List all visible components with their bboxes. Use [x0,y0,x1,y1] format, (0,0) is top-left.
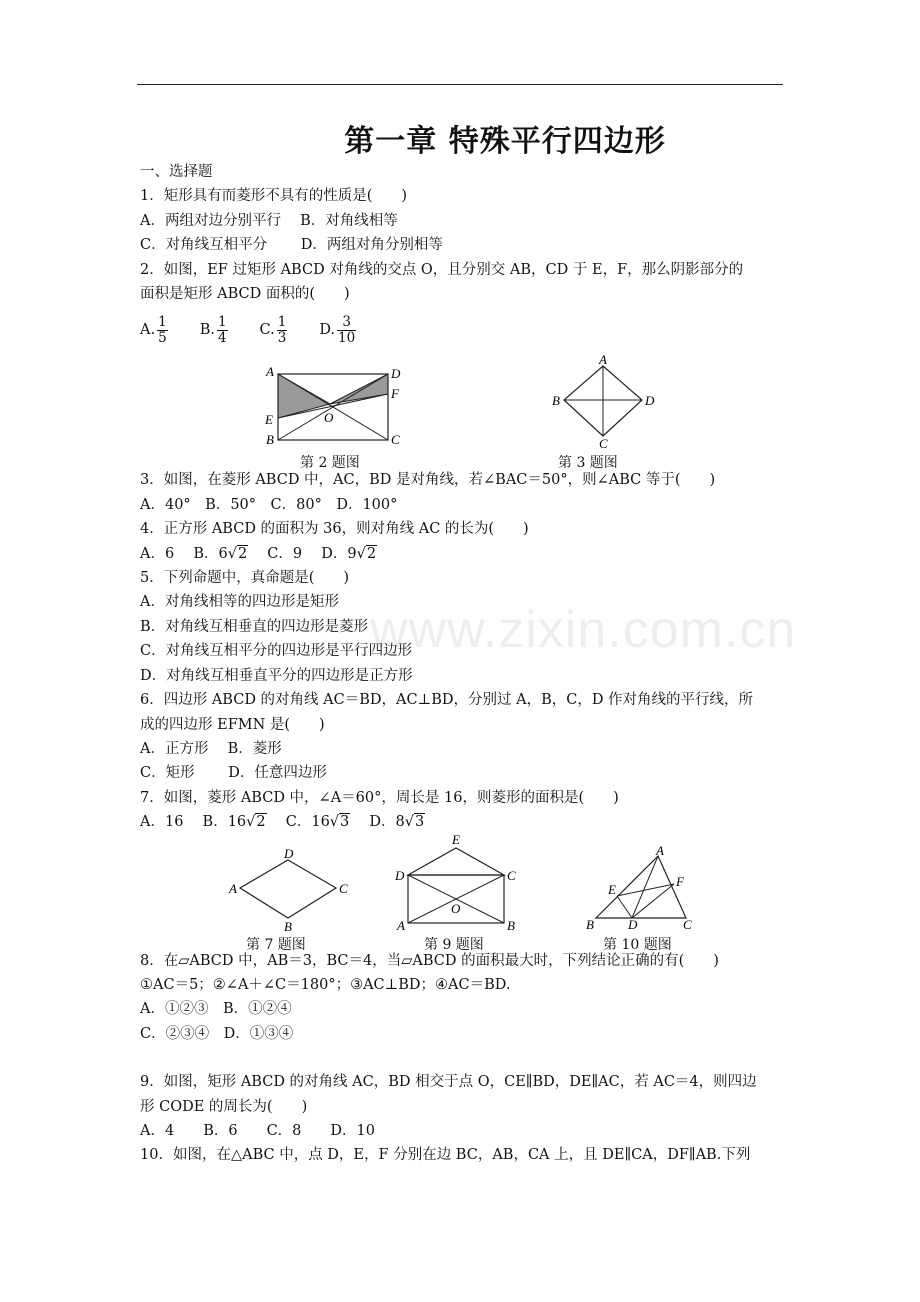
shaded-triangle-right [330,374,388,404]
figure-9-rectangle [390,830,520,934]
figure-10-triangle [582,844,702,934]
figure-3-caption: 第 3 题图 [558,455,618,471]
q2-option-b [200,306,230,354]
label-e: E [452,832,460,847]
denominator: 3 [277,329,287,346]
figure-2-rectangle [260,360,410,452]
q4-option-d-radicand: 2 [366,545,377,562]
q5-stem: 5．下列命题中，真命题是( ) [140,570,350,587]
q5-option-c: C．对角线互相平分的四边形是平行四边形 [140,643,413,660]
q5-option-a: A．对角线相等的四边形是矩形 [140,594,339,611]
q2-option-c-fraction [277,315,288,346]
figure-10-caption: 第 10 题图 [603,937,672,953]
q8-conditions: ①AC＝5；②∠A＋∠C＝180°；③AC⊥BD；④AC＝BD. [140,976,511,993]
q5-option-b: B．对角线互相垂直的四边形是菱形 [140,618,369,635]
numerator: 3 [337,315,356,331]
q1-option-d: D．两组对角分别相等 [300,237,443,254]
label-o: O [324,410,334,425]
label-a: A [656,844,664,858]
label-f: F [391,386,399,401]
label-c: C [507,868,516,883]
q2-option-a-key: A. [140,322,156,339]
q9-stem-1: 9．如图，矩形 ABCD 的对角线 AC，BD 相交于点 O，CE∥BD，DE∥AC，若 AC＝4，则四边 [140,1074,757,1091]
numerator: 1 [217,313,227,330]
numerator: 1 [277,313,287,330]
q4-option-b: B．6√2 [193,545,248,562]
q7-option-b-radicand: 2 [256,814,266,831]
label-a: A [397,918,405,933]
q4-options [140,542,785,566]
q7-stem: 7．如图，菱形 ABCD 中，∠A＝60°，周长是 16，则菱形的面积是( ) [140,789,619,806]
label-c: C [339,881,348,896]
q3-stem: 3．如图，在菱形 ABCD 中，AC，BD 是对角线，若∠BAC＝50°，则∠ABC 等于( ) [140,472,716,489]
denominator: 10 [338,329,356,346]
q2-option-b-key: B. [199,322,215,339]
label-a: A [229,881,237,896]
label-f: F [676,874,684,889]
label-c: C [599,436,608,448]
q2-stem-1: 2．如图，EF 过矩形 ABCD 对角线的交点 O，且分别交 AB，CD 于 E，F，那么阴影部分的 [140,261,744,278]
q4-option-d: D．9√2 [321,545,377,562]
label-b: B [586,917,594,932]
q2-stem-2: 面积是矩形 ABCD 面积的( ) [140,286,350,303]
label-a: A [266,364,274,379]
triangle-dec [408,848,504,875]
q7-option-a: A．16 [140,814,184,831]
q5-option-d: D．对角线互相垂直平分的四边形是正方形 [140,667,413,684]
figure-7-caption: 第 7 题图 [246,937,306,953]
q4-option-d-coef: D．9 [321,545,357,562]
q7-option-b-coef: B．16 [202,814,247,831]
q1-stem: 1．矩形具有而菱形不具有的性质是( ) [140,188,408,205]
label-d: D [284,846,294,861]
segment-ad [632,856,658,918]
q6-stem-1: 6．四边形 ABCD 的对角线 AC＝BD，AC⊥BD，分别过 A，B，C，D 作对角线的平行线，所 [140,692,754,709]
q7-option-d-radicand: 3 [415,814,425,831]
q6-stem-2: 成的四边形 EFMN 是( ) [140,716,325,733]
q4-option-c: C．9 [267,545,303,562]
figure-7-rhombus [226,844,356,934]
q6-option-a: A．正方形 [140,740,209,757]
q2-option-c [260,306,290,354]
segment-de [617,896,632,918]
watermark: www.zixin.com.cn [370,601,797,659]
figure-2-caption: 第 2 题图 [300,455,360,471]
q2-option-b-fraction [217,315,228,346]
label-b: B [552,393,560,408]
q1-option-c: C．对角线互相平分 [140,237,268,254]
top-rule [137,84,783,85]
label-b: B [507,918,515,933]
label-b: B [266,432,274,447]
numerator: 1 [158,313,167,330]
q2-option-d-fraction [337,315,356,346]
q7-option-d-coef: D．8 [369,814,405,831]
q6-option-d: D．任意四边形 [228,765,327,782]
q4-option-a: A．6 [140,545,175,562]
blank-line [140,1046,785,1070]
q2-options [140,306,785,354]
q7-option-c: C．16√3 [285,814,350,831]
q9-stem-2: 形 CODE 的周长为( ) [140,1098,308,1115]
q6-option-c: C．矩形 [140,765,195,782]
denominator: 4 [217,329,227,346]
figure-9-caption: 第 9 题图 [424,937,484,953]
label-b: B [284,919,292,934]
q2-option-a [140,306,170,354]
page-title: 第一章 特殊平行四边形 [344,124,666,159]
q10-stem: 10．如图，在△ABC 中，点 D，E，F 分别在边 BC，AB，CA 上，且 DE∥CA，DF∥AB.下列 [140,1147,751,1164]
q1-options-ab [140,209,785,233]
label-d: D [645,393,655,408]
q8-options-ab: A．①②③ B．①②④ [140,1001,292,1018]
q1-option-a: A．两组对边分别平行 [140,212,281,229]
q2-option-d [319,306,358,354]
label-e: E [608,882,616,897]
label-d: D [395,868,405,883]
q8-stem: 8．在▱ABCD 中，AB＝3，BC＝4，当▱ABCD 的面积最大时，下列结论正确的有( ) [140,952,719,969]
q6-options-cd [140,761,785,785]
figure-row-1-spacer [140,354,785,468]
q4-stem: 4．正方形 ABCD 的面积为 36，则对角线 AC 的长为( ) [140,521,529,538]
figure-3-rhombus [548,352,658,448]
q7-option-c-radicand: 3 [340,814,350,831]
shaded-triangle-left [278,374,330,418]
q9-options: A．4 B．6 C．8 D．10 [140,1122,375,1139]
question-list [140,160,785,1168]
q1-options-cd [140,233,785,257]
label-d: D [391,366,401,381]
q6-option-b: B．菱形 [227,740,282,757]
q2-option-d-key: D. [319,322,336,339]
label-o: O [451,901,461,916]
denominator: 5 [158,329,167,346]
label-a: A [599,352,607,367]
label-d: D [628,917,638,932]
q6-options-ab [140,737,785,761]
q7-option-d: D．8√3 [369,814,425,831]
segment-df [632,884,674,918]
rhombus-abcd [240,860,336,918]
q7-option-b: B．16√2 [202,814,266,831]
section-heading: 一、选择题 [140,164,213,180]
q4-option-b-radicand: 2 [237,545,248,562]
q7-option-c-coef: C．16 [285,814,330,831]
label-c: C [683,917,692,932]
q8-options-cd: C．②③④ D．①③④ [140,1025,294,1042]
q3-options: A．40° B．50° C．80° D．100° [140,496,398,513]
q4-option-b-coef: B．6 [193,545,228,562]
q2-option-a-fraction [157,315,168,346]
q2-option-c-key: C. [259,322,275,339]
label-c: C [391,432,400,447]
label-e: E [265,412,273,427]
q1-option-b: B．对角线相等 [300,212,398,229]
